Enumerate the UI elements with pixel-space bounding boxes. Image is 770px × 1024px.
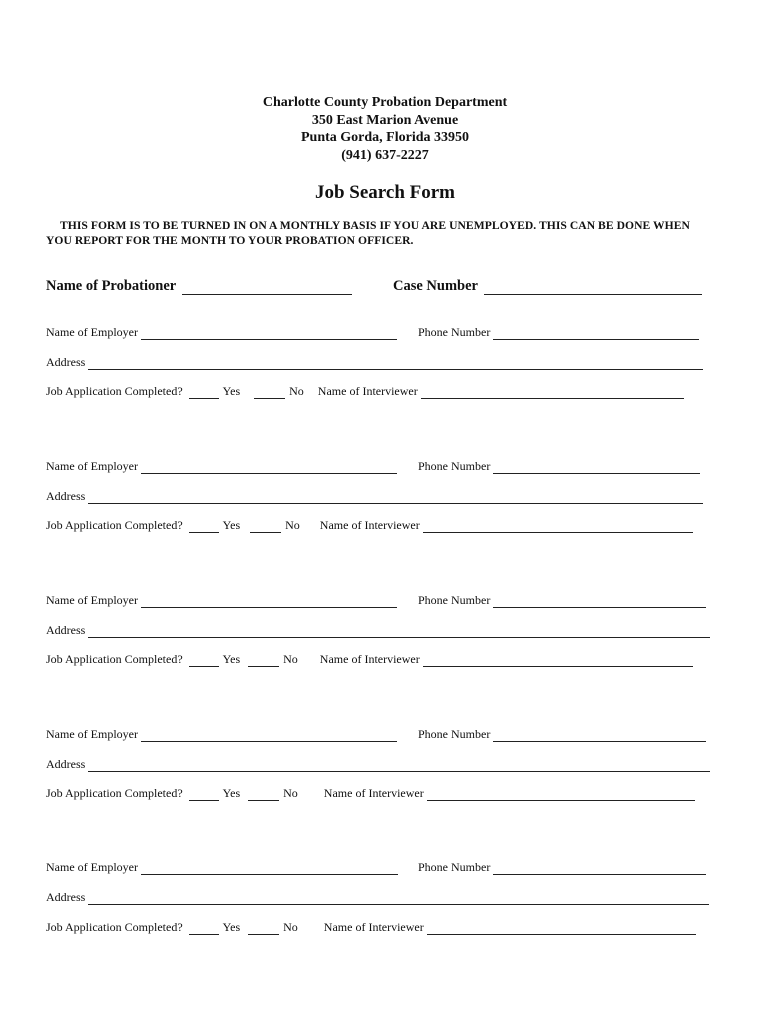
address-row-4 bbox=[46, 757, 710, 772]
phone-label: Phone Number bbox=[418, 459, 491, 473]
employer-name-field-2[interactable] bbox=[141, 462, 397, 474]
address-label: Address bbox=[46, 757, 86, 771]
no-label: No bbox=[289, 384, 304, 398]
interviewer-field-4[interactable] bbox=[427, 789, 695, 801]
phone-label: Phone Number bbox=[418, 860, 491, 874]
case-number-group bbox=[393, 278, 702, 295]
interviewer-label: Name of Interviewer bbox=[317, 384, 418, 398]
address-field-4[interactable] bbox=[88, 760, 710, 772]
employer-label: Name of Employer bbox=[46, 727, 138, 741]
phone-row-2 bbox=[418, 459, 700, 474]
application-yes-blank-2[interactable] bbox=[189, 521, 219, 533]
address-row-5 bbox=[46, 890, 709, 905]
interviewer-label: Name of Interviewer bbox=[323, 786, 424, 800]
address-label: Address bbox=[46, 489, 86, 503]
application-label: Job Application Completed? bbox=[46, 384, 183, 398]
employer-row-4 bbox=[46, 727, 397, 742]
application-no-blank-5[interactable] bbox=[248, 923, 279, 935]
yes-label: Yes bbox=[222, 518, 241, 532]
application-row-2 bbox=[46, 518, 693, 533]
application-yes-blank-1[interactable] bbox=[189, 387, 219, 399]
application-row-4 bbox=[46, 786, 695, 801]
application-row-1 bbox=[46, 384, 684, 399]
yes-label: Yes bbox=[222, 786, 241, 800]
employer-row-2 bbox=[46, 459, 397, 474]
no-label: No bbox=[283, 920, 298, 934]
address-field-1[interactable] bbox=[88, 358, 703, 370]
probationer-name-label: Name of Probationer bbox=[46, 278, 177, 294]
no-label: No bbox=[285, 518, 300, 532]
department-name: Charlotte County Probation Department bbox=[262, 95, 508, 110]
application-row-5 bbox=[46, 920, 696, 935]
yes-label: Yes bbox=[222, 384, 241, 398]
phone-number-field-1[interactable] bbox=[493, 328, 699, 340]
employer-name-field-4[interactable] bbox=[141, 730, 397, 742]
phone-row-1 bbox=[418, 325, 699, 340]
interviewer-label: Name of Interviewer bbox=[323, 920, 424, 934]
address-field-3[interactable] bbox=[88, 626, 710, 638]
application-no-blank-1[interactable] bbox=[254, 387, 285, 399]
employer-name-field-5[interactable] bbox=[141, 863, 398, 875]
employer-label: Name of Employer bbox=[46, 593, 138, 607]
address-row-1 bbox=[46, 355, 703, 370]
no-label: No bbox=[283, 652, 298, 666]
address-label: Address bbox=[46, 355, 86, 369]
form-instructions: THIS FORM IS TO BE TURNED IN ON A MONTHLY BASIS IF YOU ARE UNEMPLOYED. THIS CAN BE DONE WHEN YOU REPORT FOR THE MONTH TO YOUR PROBATION OFFICER. bbox=[46, 219, 690, 247]
phone-number-field-4[interactable] bbox=[493, 730, 706, 742]
employer-label: Name of Employer bbox=[46, 325, 138, 339]
phone-label: Phone Number bbox=[418, 325, 491, 339]
address-row-3 bbox=[46, 623, 710, 638]
phone-label: Phone Number bbox=[418, 727, 491, 741]
phone-number-field-3[interactable] bbox=[493, 596, 706, 608]
application-label: Job Application Completed? bbox=[46, 652, 183, 666]
application-label: Job Application Completed? bbox=[46, 920, 183, 934]
application-no-blank-2[interactable] bbox=[250, 521, 281, 533]
phone-label: Phone Number bbox=[418, 593, 491, 607]
phone-row-4 bbox=[418, 727, 706, 742]
application-yes-blank-5[interactable] bbox=[189, 923, 219, 935]
address-row-2 bbox=[46, 489, 703, 504]
probationer-name-group bbox=[46, 278, 352, 295]
employer-name-field-3[interactable] bbox=[141, 596, 397, 608]
interviewer-label: Name of Interviewer bbox=[319, 652, 420, 666]
interviewer-field-2[interactable] bbox=[423, 521, 693, 533]
form-title: Job Search Form bbox=[314, 182, 456, 203]
phone-number-field-5[interactable] bbox=[493, 863, 706, 875]
phone-row-3 bbox=[418, 593, 706, 608]
interviewer-label: Name of Interviewer bbox=[319, 518, 420, 532]
employer-row-1 bbox=[46, 325, 397, 340]
application-yes-blank-3[interactable] bbox=[189, 655, 219, 667]
employer-row-5 bbox=[46, 860, 398, 875]
interviewer-field-5[interactable] bbox=[427, 923, 696, 935]
phone-row-5 bbox=[418, 860, 706, 875]
employer-label: Name of Employer bbox=[46, 860, 138, 874]
case-number-label: Case Number bbox=[393, 278, 478, 294]
case-number-field[interactable] bbox=[484, 282, 702, 295]
employer-label: Name of Employer bbox=[46, 459, 138, 473]
employer-name-field-1[interactable] bbox=[141, 328, 397, 340]
department-city: Punta Gorda, Florida 33950 bbox=[300, 130, 469, 145]
employer-row-3 bbox=[46, 593, 397, 608]
address-field-2[interactable] bbox=[88, 492, 703, 504]
application-row-3 bbox=[46, 652, 693, 667]
department-street: 350 East Marion Avenue bbox=[311, 112, 459, 128]
application-no-blank-4[interactable] bbox=[248, 789, 279, 801]
address-field-5[interactable] bbox=[88, 893, 709, 905]
department-phone: (941) 637-2227 bbox=[341, 147, 429, 163]
address-label: Address bbox=[46, 623, 86, 637]
yes-label: Yes bbox=[222, 652, 241, 666]
address-label: Address bbox=[46, 890, 86, 904]
application-yes-blank-4[interactable] bbox=[189, 789, 219, 801]
interviewer-field-3[interactable] bbox=[423, 655, 693, 667]
probationer-name-field[interactable] bbox=[182, 282, 352, 295]
interviewer-field-1[interactable] bbox=[421, 387, 684, 399]
application-label: Job Application Completed? bbox=[46, 786, 183, 800]
phone-number-field-2[interactable] bbox=[493, 462, 700, 474]
yes-label: Yes bbox=[222, 920, 241, 934]
no-label: No bbox=[283, 786, 298, 800]
application-no-blank-3[interactable] bbox=[248, 655, 279, 667]
application-label: Job Application Completed? bbox=[46, 518, 183, 532]
